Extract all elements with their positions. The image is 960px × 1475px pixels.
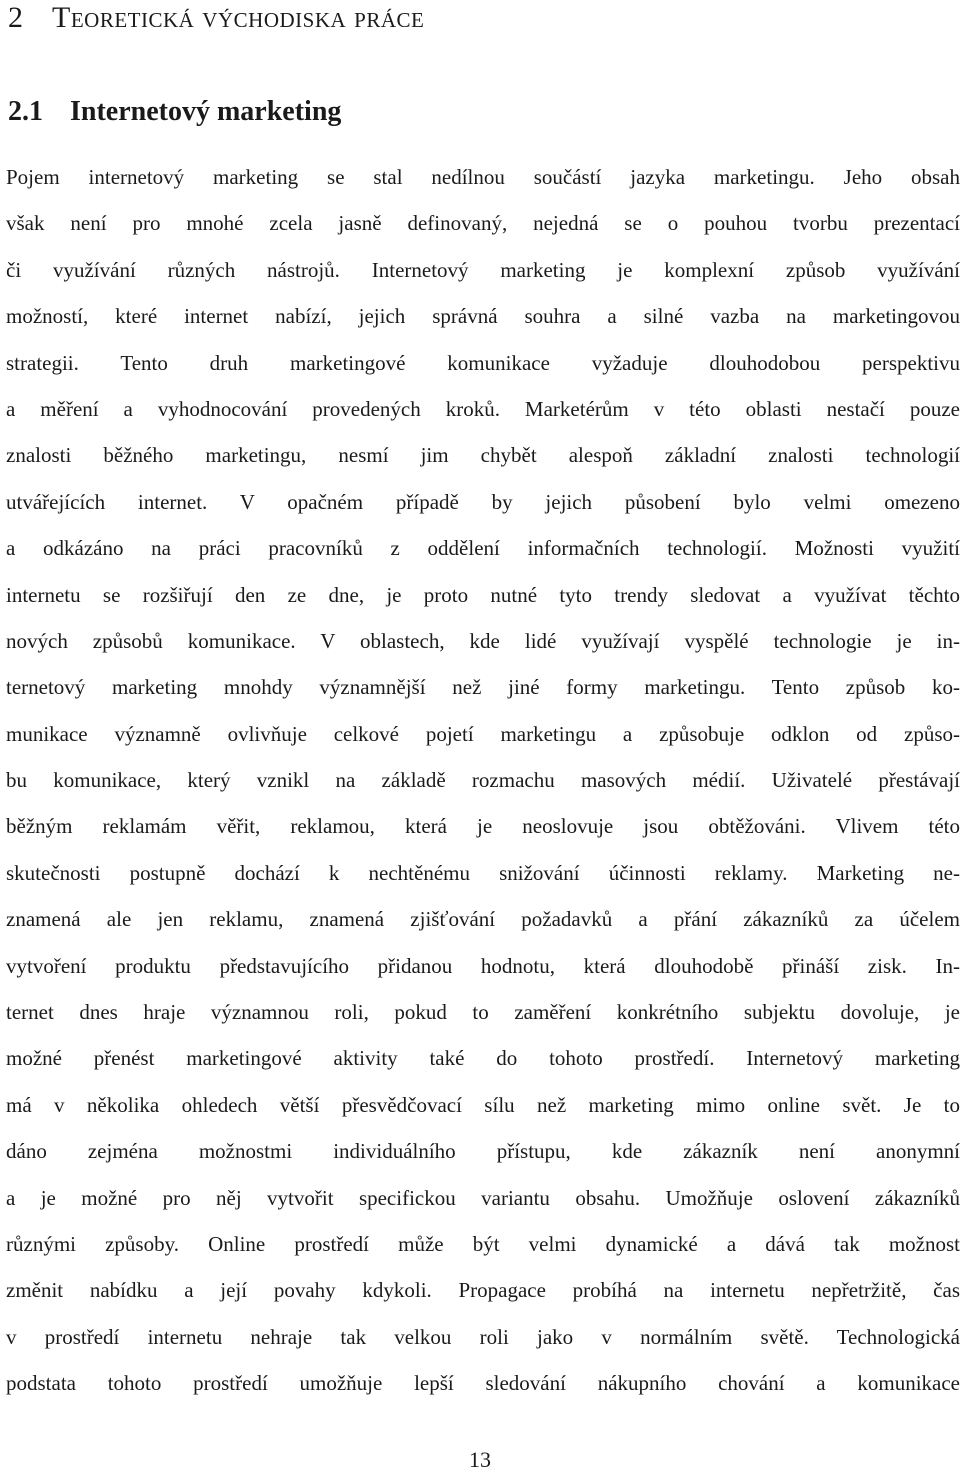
paragraph-line: a odkázáno na práci pracovníků z oddělení informačních technologií. Možnosti využití [6,536,960,561]
paragraph-line: munikace významně ovlivňuje celkové pojetí marketingu a způsobuje odklon od způso- [6,721,960,746]
paragraph-line: internetu se rozšiřují den ze dne, je proto nutné tyto trendy sledovat a využívat těchto [6,582,960,607]
paragraph-line: v prostředí internetu nehraje tak velkou roli jako v normálním světě. Technologická [6,1324,960,1349]
paragraph-line: různými způsoby. Online prostředí může být velmi dynamické a dává tak možnost [6,1231,960,1256]
paragraph-line: znamená ale jen reklamu, znamená zjišťování požadavků a přání zákazníků za účelem [6,907,960,932]
chapter-number: 2 [8,1,23,34]
paragraph-line: bu komunikace, který vznikl na základě rozmachu masových médií. Uživatelé přestávají [6,768,960,793]
section-number: 2.1 [8,96,43,127]
paragraph-line: však není pro mnohé zcela jasně definovaný, nejedná se o pouhou tvorbu prezentací [6,211,960,236]
section-title: Internetový marketing [70,96,342,127]
paragraph-line: strategii. Tento druh marketingové komunikace vyžaduje dlouhodobou perspektivu [6,350,960,375]
body-paragraph [6,154,960,1407]
paragraph-line: Pojem internetový marketing se stal nedílnou součástí jazyka marketingu. Jeho obsah [6,165,960,189]
paragraph-line: či využívání různých nástrojů. Internetový marketing je komplexní způsob využívání [6,257,960,282]
chapter-heading [8,0,424,36]
page-number: 13 [469,1447,491,1472]
paragraph-line: skutečnosti postupně dochází k nechtěnému snižování účinnosti reklamy. Marketing ne- [6,860,960,885]
paragraph-line: běžným reklamám věřit, reklamou, která je neoslovuje jsou obtěžováni. Vlivem této [6,814,960,839]
paragraph-line: možností, které internet nabízí, jejich správná souhra a silné vazba na marketingovou [6,304,960,329]
paragraph-line: znalosti běžného marketingu, nesmí jim chybět alespoň základní znalosti technologií [6,443,960,468]
paragraph-line: utvářejících internet. V opačném případě by jejich působení bylo velmi omezeno [6,489,960,514]
section-heading [8,94,341,130]
paragraph-line: změnit nabídku a její povahy kdykoli. Propagace probíhá na internetu nepřetržitě, čas [6,1278,960,1303]
paragraph-line: podstata tohoto prostředí umožňuje lepší sledování nákupního chování a komunikace [6,1371,960,1396]
paragraph-line: nových způsobů komunikace. V oblastech, kde lidé využívají vyspělé technologie je in- [6,628,960,653]
paragraph-line: a měření a vyhodnocování provedených kroků. Marketérům v této oblasti nestačí pouze [6,396,960,421]
paragraph-line: ternet dnes hraje významnou roli, pokud to zaměření konkrétního subjektu dovoluje, je [6,1000,960,1025]
paragraph-line: a je možné pro něj vytvořit specifickou variantu obsahu. Umožňuje oslovení zákazníků [6,1185,960,1210]
paragraph-line: má v několika ohledech větší přesvědčovací sílu než marketing mimo online svět. Je to [6,1092,960,1117]
paragraph-line: ternetový marketing mnohdy významnější než jiné formy marketingu. Tento způsob ko- [6,675,960,700]
paragraph-line: dáno zejména možnostmi individuálního přístupu, kde zákazník není anonymní [6,1139,960,1164]
paragraph-line: vytvoření produktu představujícího přidanou hodnotu, která dlouhodobě přináší zisk. In- [6,953,960,978]
chapter-title: Teoretická východiska práce [52,1,425,34]
paragraph-line: možné přenést marketingové aktivity také do tohoto prostředí. Internetový marketing [6,1046,960,1071]
